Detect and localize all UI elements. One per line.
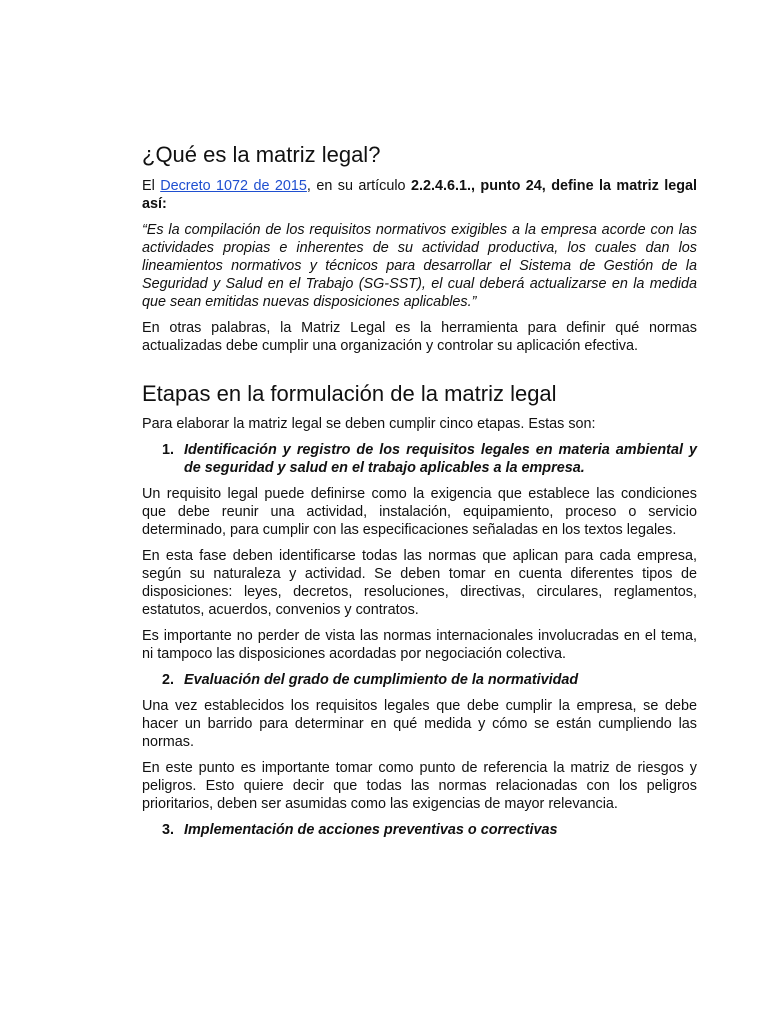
step2-paragraph-2: En este punto es importante tomar como punto de referencia la matriz de riesgos y peligros. Esto quiere decir que todas las normas relacionadas con los peligros prioritarios, deben ser asumidas como las exigencias de mayor relevancia. xyxy=(142,760,697,812)
list-item-step-3 xyxy=(142,821,697,839)
step1-paragraph-3: Es importante no perder de vista las normas internacionales involucradas en el tema, ni tampoco las disposiciones acordadas por negociación colectiva. xyxy=(142,628,697,662)
list-item-step-1 xyxy=(142,441,697,477)
list-item-title: Evaluación del grado de cumplimiento de la normatividad xyxy=(184,672,579,688)
list-number: 1. xyxy=(162,442,175,458)
section-heading-etapas: Etapas en la formulación de la matriz legal xyxy=(142,381,557,406)
intro-prefix: El xyxy=(142,178,161,194)
list-item-step-2 xyxy=(142,671,697,689)
intro-bold-text: 2.2.4.6.1., punto 24, define la matriz legal así: xyxy=(142,178,698,212)
list-item-title: Identificación y registro de los requisitos legales en materia ambiental y de seguridad y salud en el trabajo aplicables a la empresa. xyxy=(184,442,697,476)
document-page xyxy=(142,142,697,847)
step1-paragraph-2: En esta fase deben identificarse todas las normas que aplican para cada empresa, según su naturaleza y actividad. Se deben tomar en cuenta diferentes tipos de disposiciones: leyes, decretos, resoluciones, directivas, circulares, reglamentos, estatutos, acuerdos, convenios y contratos. xyxy=(142,548,697,618)
definition-quote: “Es la compilación de los requisitos normativos exigibles a la empresa acorde con las actividades propias e inherentes de su actividad productiva, los cuales dan los lineamientos normativos y técnicos para desarrollar el Sistema de Gestión de la Seguridad y Salud en el Trabajo (SG-SST), el cual deberá actualizarse en la medida que sean emitidas nuevas disposiciones aplicables.” xyxy=(142,222,697,310)
intro-paragraph xyxy=(142,177,697,213)
intro-middle: , en su artículo xyxy=(306,178,411,194)
list-number: 2. xyxy=(162,672,175,688)
list-item-title: Implementación de acciones preventivas o correctivas xyxy=(184,822,558,838)
section-heading-que-es: ¿Qué es la matriz legal? xyxy=(142,142,381,167)
step1-paragraph-1: Un requisito legal puede definirse como la exigencia que establece las condiciones que debe reunir una actividad, instalación, equipamiento, proceso o servicio determinado, para cumplir con las especificaciones señaladas en los textos legales. xyxy=(142,486,697,538)
etapas-intro: Para elaborar la matriz legal se deben cumplir cinco etapas. Estas son: xyxy=(142,416,596,432)
list-number: 3. xyxy=(162,822,175,838)
summary-paragraph: En otras palabras, la Matriz Legal es la herramienta para definir qué normas actualizadas debe cumplir una organización y controlar su aplicación efectiva. xyxy=(142,320,697,354)
decreto-link[interactable]: Decreto 1072 de 2015 xyxy=(160,178,307,194)
step2-paragraph-1: Una vez establecidos los requisitos legales que debe cumplir la empresa, se debe hacer un barrido para determinar en qué medida y cómo se están cumpliendo las normas. xyxy=(142,698,697,750)
